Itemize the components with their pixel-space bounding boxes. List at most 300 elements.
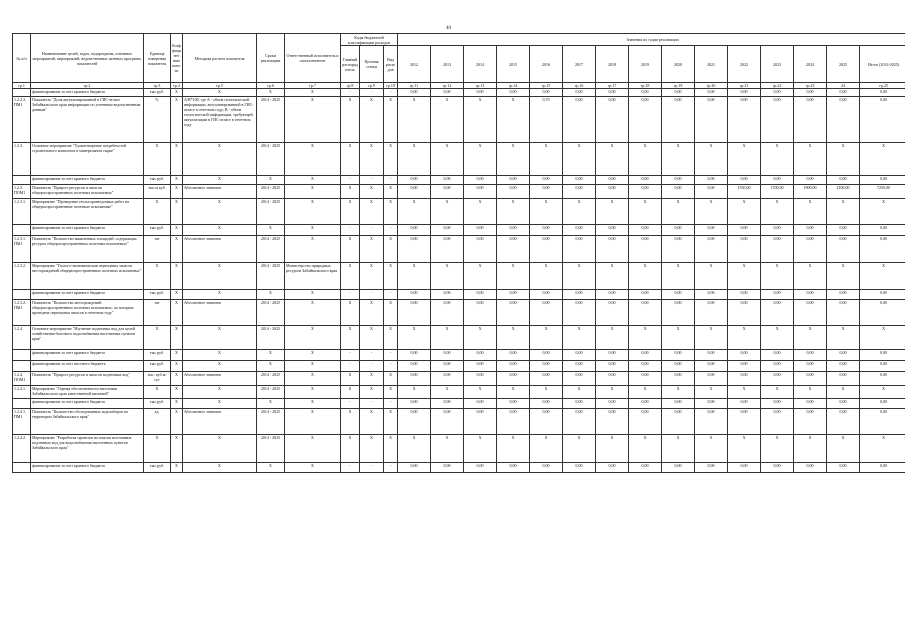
table-cell: 0,00	[761, 372, 794, 386]
table-cell: 0,00	[431, 372, 464, 386]
header-year: 2022	[728, 46, 761, 83]
table-cell: 0,00	[794, 236, 827, 263]
table-cell: 0,00	[398, 350, 431, 361]
table-cell: 0,00	[761, 236, 794, 263]
table-cell: X	[171, 225, 183, 236]
column-number: гр.8	[341, 83, 360, 89]
table-cell: 0,00	[596, 300, 629, 326]
table-cell: X	[695, 263, 728, 290]
table-cell: X	[398, 143, 431, 176]
table-cell: 0,00	[860, 300, 905, 326]
table-cell: X	[728, 143, 761, 176]
table-cell: X	[341, 236, 360, 263]
table-cell: X	[431, 199, 464, 225]
table-cell: 0,00	[695, 176, 728, 185]
table-cell: 0,00	[596, 409, 629, 435]
table-cell: 0,00	[497, 361, 530, 372]
column-number: гр.17	[596, 83, 629, 89]
table-cell: -	[384, 399, 398, 409]
table-cell: X	[398, 97, 431, 143]
table-cell: X	[695, 386, 728, 399]
table-cell: Основное мероприятие "Удовлетворение потребностей строительного комплекса в минеральном сырье"	[31, 143, 144, 176]
table-cell	[13, 463, 31, 473]
table-cell: 0,00	[827, 97, 860, 143]
header-year: 2014	[464, 46, 497, 83]
table-cell: 0,00	[398, 176, 431, 185]
table-row	[13, 372, 905, 386]
column-number: гр.25	[860, 83, 905, 89]
table-cell: 0,00	[827, 236, 860, 263]
table-row	[13, 143, 905, 176]
table-cell: 0,00	[794, 399, 827, 409]
table-cell: 1.2.4.1.	[13, 386, 31, 399]
table-cell: X	[285, 300, 341, 326]
table-cell: 0,00	[596, 463, 629, 473]
table-cell: 0,00	[662, 399, 695, 409]
table-cell: -	[341, 361, 360, 372]
table-cell: X	[183, 290, 257, 300]
table-cell: X	[360, 97, 384, 143]
table-cell: тыс.руб.	[144, 399, 171, 409]
table-cell: 0,00	[662, 176, 695, 185]
table-cell: 0,00	[695, 361, 728, 372]
table-cell: 0,00	[794, 409, 827, 435]
table-cell: 0,00	[794, 372, 827, 386]
table-cell: 0,00	[860, 89, 905, 97]
table-cell: X	[384, 372, 398, 386]
table-cell: X	[464, 143, 497, 176]
table-cell: X	[341, 386, 360, 399]
table-cell: 1550,00	[728, 185, 761, 199]
table-cell: X	[171, 143, 183, 176]
table-cell: X	[384, 97, 398, 143]
table-cell: X	[144, 435, 171, 463]
table-cell: 0,00	[530, 176, 563, 185]
table-cell: X	[728, 435, 761, 463]
table-cell: A/B*100, где A - объем геологической информации, актуализированной в ГИС-атласе в отчетном году; B - объем геологической информации, требующей актуализации в ГИС-атласе в отчетном году	[183, 97, 257, 143]
header-year: 2019	[629, 46, 662, 83]
header-name: Наименование целей, задач, подпрограмм, основных мероприятий, мероприятий, ведомственных целевых программ, показателей	[31, 34, 144, 83]
financing-row	[13, 350, 905, 361]
table-cell: 0,00	[761, 89, 794, 97]
table-cell: X	[695, 143, 728, 176]
table-cell: 0,00	[662, 372, 695, 386]
table-cell: 0,00	[464, 372, 497, 386]
table-cell: X	[563, 326, 596, 350]
table-cell: финансирование за счет краевого бюджета	[31, 89, 144, 97]
table-cell: X	[464, 97, 497, 143]
table-cell: -	[384, 350, 398, 361]
table-cell: 0,00	[497, 300, 530, 326]
column-number: гр.6	[257, 83, 285, 89]
column-number: гр.1	[13, 83, 31, 89]
table-cell: X	[285, 97, 341, 143]
table-cell: X	[761, 199, 794, 225]
table-cell: X	[794, 326, 827, 350]
table-cell: 0,00	[398, 399, 431, 409]
table-cell: 0,00	[761, 176, 794, 185]
table-cell: 0,00	[662, 89, 695, 97]
table-row	[13, 326, 905, 350]
table-cell: тыс.руб.	[144, 89, 171, 97]
table-cell: X	[183, 89, 257, 97]
table-row	[13, 185, 905, 199]
table-cell: 0,00	[629, 350, 662, 361]
table-cell: X	[431, 435, 464, 463]
table-cell: X	[171, 386, 183, 399]
table-cell: 0,00	[794, 89, 827, 97]
table-cell: 0,00	[596, 236, 629, 263]
table-cell: шт	[144, 300, 171, 326]
table-cell: 0,00	[530, 399, 563, 409]
column-number: гр.18	[629, 83, 662, 89]
table-cell: X	[360, 263, 384, 290]
table-cell: X	[285, 290, 341, 300]
table-cell: X	[398, 386, 431, 399]
table-cell: X	[360, 143, 384, 176]
column-number: гр.14	[497, 83, 530, 89]
table-cell: 0,00	[827, 89, 860, 97]
table-cell	[13, 361, 31, 372]
table-cell: 0,00	[629, 463, 662, 473]
table-cell: 0,00	[695, 185, 728, 199]
table-cell: 0,00	[497, 463, 530, 473]
column-number: гр.5	[183, 83, 257, 89]
table-cell: 0,00	[860, 372, 905, 386]
table-cell: X	[431, 386, 464, 399]
table-cell: Мероприятие "Геолого-экономическая переоценка запасов месторождений общераспространенных полезных ископаемых"	[31, 263, 144, 290]
column-number: гр.2	[31, 83, 144, 89]
table-cell: 0,00	[728, 372, 761, 386]
table-cell: X	[794, 386, 827, 399]
table-cell: 0,00	[563, 185, 596, 199]
table-cell: 0,00	[629, 361, 662, 372]
table-cell: 0,00	[596, 176, 629, 185]
table-cell: X	[285, 236, 341, 263]
header-budget-col: Главный распорядитель	[341, 46, 360, 83]
table-cell: X	[144, 326, 171, 350]
table-cell: 0,00	[431, 463, 464, 473]
table-cell: X	[530, 386, 563, 399]
table-cell: X	[860, 263, 905, 290]
table-cell: тыс.м куб.	[144, 185, 171, 199]
table-cell: 0,00	[761, 97, 794, 143]
table-cell: X	[360, 372, 384, 386]
table-cell: 0,00	[530, 463, 563, 473]
table-cell: X	[662, 199, 695, 225]
table-cell: 1.2.4.2.	[13, 435, 31, 463]
financing-row	[13, 89, 905, 97]
table-cell: 0,00	[629, 409, 662, 435]
table-cell: Показатель "Прирост ресурсов и запасов подземных вод"	[31, 372, 144, 386]
table-cell: X	[398, 326, 431, 350]
table-cell: 0,00	[728, 350, 761, 361]
financing-row	[13, 176, 905, 185]
table-cell	[13, 176, 31, 185]
table-cell: 0,00	[860, 225, 905, 236]
table-cell: 0,00	[827, 300, 860, 326]
table-cell: 0,00	[827, 225, 860, 236]
table-cell: X	[171, 176, 183, 185]
table-cell: финансирование за счет краевого бюджета	[31, 399, 144, 409]
table-cell: 0,00	[860, 350, 905, 361]
financing-row	[13, 399, 905, 409]
table-cell: 0,00	[563, 97, 596, 143]
column-number: 24	[827, 83, 860, 89]
table-cell: 0,00	[662, 361, 695, 372]
table-cell: X	[563, 199, 596, 225]
table-cell: X	[384, 199, 398, 225]
table-cell: X	[794, 199, 827, 225]
header-unit: Единица измерения показателя	[144, 34, 171, 83]
table-cell: 0,00	[596, 361, 629, 372]
table-cell: X	[464, 199, 497, 225]
table-row	[13, 409, 905, 435]
table-cell: X	[827, 199, 860, 225]
table-cell: X	[384, 236, 398, 263]
table-cell	[13, 350, 31, 361]
table-cell: 0,00	[827, 399, 860, 409]
table-cell: Абсолютное значение	[183, 300, 257, 326]
header-year: 2012	[398, 46, 431, 83]
table-cell: Абсолютное значение	[183, 372, 257, 386]
table-cell: 0,00	[530, 89, 563, 97]
table-cell: 0,00	[728, 236, 761, 263]
table-cell: -	[384, 225, 398, 236]
table-cell: 0,00	[497, 185, 530, 199]
table-cell: 0,00	[629, 97, 662, 143]
table-cell: Абсолютное значение	[183, 236, 257, 263]
table-cell: 1.2.3.1.	[13, 199, 31, 225]
column-number: гр.20	[695, 83, 728, 89]
table-row	[13, 236, 905, 263]
table-cell: X	[171, 361, 183, 372]
table-cell: X	[431, 97, 464, 143]
table-cell: X	[827, 326, 860, 350]
table-cell: 0,00	[497, 372, 530, 386]
table-cell: X	[662, 326, 695, 350]
table-cell: 0,70	[530, 97, 563, 143]
table-cell: финансирование за счет краевого бюджета	[31, 463, 144, 473]
table-cell: финансирование за счет краевого бюджета	[31, 225, 144, 236]
table-cell: 0,00	[464, 300, 497, 326]
table-cell: 2014 - 2025	[257, 386, 285, 399]
table-cell: 0,00	[464, 225, 497, 236]
table-cell: 0,00	[662, 350, 695, 361]
table-cell: 0,00	[827, 409, 860, 435]
table-cell: X	[341, 143, 360, 176]
table-cell: -	[341, 350, 360, 361]
header-coef: Коэффициент значимости	[171, 34, 183, 83]
table-cell: X	[257, 176, 285, 185]
table-cell: X	[171, 435, 183, 463]
table-cell: Показатель "Количество выявленных площадей, содержащих ресурсы общераспространенных полезных ископаемых"	[31, 236, 144, 263]
table-cell: X	[183, 326, 257, 350]
table-cell: 0,00	[563, 361, 596, 372]
table-cell: X	[341, 263, 360, 290]
table-cell: X	[285, 361, 341, 372]
table-cell: 0,00	[794, 350, 827, 361]
table-cell: X	[596, 386, 629, 399]
table-cell: 0,00	[530, 350, 563, 361]
table-cell: X	[629, 199, 662, 225]
table-cell: 0,00	[464, 290, 497, 300]
table-cell: -	[360, 350, 384, 361]
table-cell: X	[144, 263, 171, 290]
table-cell: 1.2.3.2.	[13, 263, 31, 290]
header-year: 2015	[497, 46, 530, 83]
table-cell: 1900,00	[794, 185, 827, 199]
table-cell: X	[257, 350, 285, 361]
table-cell: 0,00	[794, 361, 827, 372]
table-cell: 0,00	[398, 372, 431, 386]
table-cell: X	[464, 435, 497, 463]
table-cell: 1.2.4.1. ПМ1	[13, 409, 31, 435]
table-cell: X	[860, 435, 905, 463]
table-cell: 0,00	[596, 185, 629, 199]
table-cell: 7250,00	[860, 185, 905, 199]
table-cell: 0,00	[398, 361, 431, 372]
table-cell: X	[183, 143, 257, 176]
table-cell: 0,00	[398, 463, 431, 473]
table-cell: 0,00	[695, 350, 728, 361]
table-cell: 0,00	[662, 290, 695, 300]
table-cell: 0,00	[596, 89, 629, 97]
table-cell: 0,00	[728, 290, 761, 300]
table-cell: X	[827, 263, 860, 290]
table-cell: 2014 - 2025	[257, 326, 285, 350]
table-cell: X	[341, 97, 360, 143]
table-cell: X	[384, 435, 398, 463]
table-cell	[13, 399, 31, 409]
header-year: 2020	[662, 46, 695, 83]
table-cell: 0,00	[695, 372, 728, 386]
table-cell: 0,00	[497, 236, 530, 263]
table-cell: 2014 - 2025	[257, 263, 285, 290]
table-cell	[13, 225, 31, 236]
table-cell: X	[183, 463, 257, 473]
table-cell: X	[596, 263, 629, 290]
table-cell: X	[384, 185, 398, 199]
table-cell: X	[171, 350, 183, 361]
financing-row	[13, 290, 905, 300]
table-cell: 0,00	[398, 185, 431, 199]
table-cell: X	[827, 435, 860, 463]
column-number: гр.9	[360, 83, 384, 89]
table-cell: 0,00	[431, 350, 464, 361]
table-cell: X	[860, 386, 905, 399]
table-cell: X	[695, 199, 728, 225]
table-row	[13, 97, 905, 143]
table-cell: 0,00	[629, 300, 662, 326]
table-cell: X	[530, 435, 563, 463]
table-cell: X	[183, 176, 257, 185]
table-cell: X	[341, 199, 360, 225]
table-cell: 0,00	[794, 463, 827, 473]
header-year: 2024	[794, 46, 827, 83]
table-cell: 0,00	[629, 176, 662, 185]
table-cell: 0,00	[761, 225, 794, 236]
header-year: 2023	[761, 46, 794, 83]
column-number: гр.21	[728, 83, 761, 89]
table-cell: X	[285, 372, 341, 386]
table-cell: X	[341, 300, 360, 326]
table-cell: 0,00	[464, 176, 497, 185]
table-cell: 0,00	[596, 350, 629, 361]
table-cell: 0,00	[761, 399, 794, 409]
table-cell: X	[144, 386, 171, 399]
table-cell: X	[171, 97, 183, 143]
table-cell: шт	[144, 236, 171, 263]
table-cell: 0,00	[662, 300, 695, 326]
table-cell: -	[341, 176, 360, 185]
header-values-by-year: Значения по годам реализации	[398, 34, 905, 46]
table-cell: X	[183, 435, 257, 463]
table-cell: 0,00	[497, 399, 530, 409]
table-cell: 0,00	[530, 361, 563, 372]
table-cell: X	[728, 326, 761, 350]
table-cell	[13, 89, 31, 97]
table-cell: -	[384, 89, 398, 97]
table-cell: X	[360, 326, 384, 350]
table-cell: 0,00	[464, 185, 497, 199]
table-cell: 0,00	[695, 399, 728, 409]
table-cell: 2014 - 2025	[257, 236, 285, 263]
table-cell: 0,00	[431, 399, 464, 409]
table-cell: 0,00	[530, 185, 563, 199]
table-cell: 0,00	[563, 409, 596, 435]
table-body	[13, 83, 905, 473]
table-cell: X	[398, 435, 431, 463]
table-cell: Показатель "Количество обследованных водозаборов на территории Забайкальского края"	[31, 409, 144, 435]
table-cell: 2100,00	[827, 185, 860, 199]
table-cell: 0,00	[629, 236, 662, 263]
table-cell: -	[360, 463, 384, 473]
table-cell: X	[398, 263, 431, 290]
table-cell: X	[360, 435, 384, 463]
table-cell: 2014 - 2025	[257, 372, 285, 386]
page-number: 40	[446, 26, 451, 31]
table-cell: 2014 - 2025	[257, 300, 285, 326]
table-cell: 0,00	[563, 225, 596, 236]
table-cell: 0,00	[761, 361, 794, 372]
table-cell: X	[183, 361, 257, 372]
table-cell: 0,00	[629, 225, 662, 236]
table-cell: -	[341, 225, 360, 236]
table-cell: -	[384, 176, 398, 185]
table-cell: X	[860, 199, 905, 225]
table-cell: 0,00	[695, 409, 728, 435]
table-cell: Показатель "Количество месторождений общераспространенных полезных ископаемых, по которым проведена переоценка запасов в отчетном году"	[31, 300, 144, 326]
table-cell: 0,00	[563, 290, 596, 300]
table-cell: 0,00	[398, 236, 431, 263]
table-row	[13, 199, 905, 225]
table-cell: 0,00	[431, 225, 464, 236]
table-cell: тыс. куб.м/сут	[144, 372, 171, 386]
table-cell: 0,00	[695, 225, 728, 236]
table-cell: X	[257, 399, 285, 409]
table-cell: -	[360, 89, 384, 97]
table-cell: X	[860, 326, 905, 350]
column-number: гр.23	[794, 83, 827, 89]
table-cell: X	[794, 263, 827, 290]
table-cell: 0,00	[431, 290, 464, 300]
header-budget-col: Вид расходов	[384, 46, 398, 83]
table-cell: -	[384, 361, 398, 372]
table-cell: 0,00	[530, 236, 563, 263]
table-cell: X	[341, 435, 360, 463]
table-cell: X	[171, 326, 183, 350]
